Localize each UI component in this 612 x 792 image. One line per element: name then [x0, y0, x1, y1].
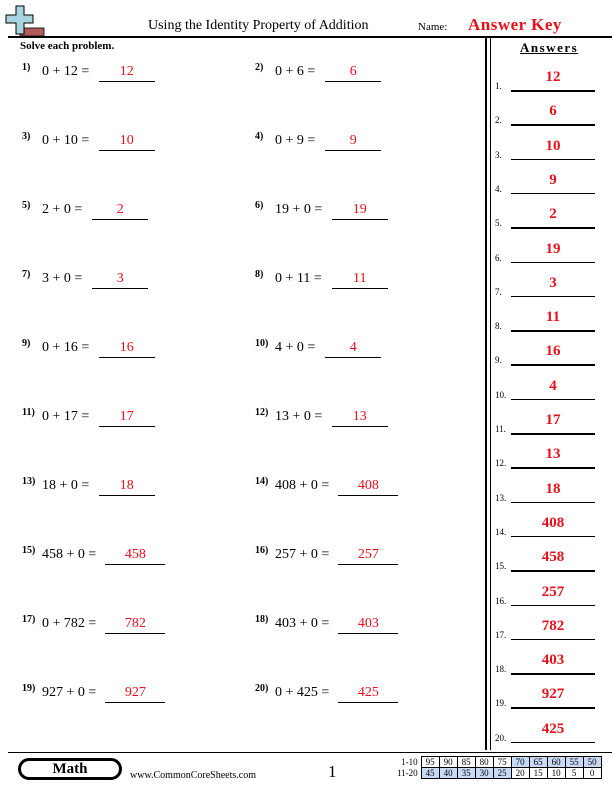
answer-blank — [105, 564, 165, 565]
answer-number: 2. — [495, 115, 502, 126]
answer-number: 17. — [495, 629, 507, 640]
worksheet-title: Using the Identity Property of Addition — [148, 18, 369, 33]
answer-value: 927 — [541, 686, 565, 703]
score-cell: 20 — [511, 768, 529, 779]
answer-row — [495, 685, 612, 711]
answer-row — [495, 651, 612, 677]
problem-answer: 408 — [357, 478, 379, 493]
answer-row — [495, 445, 612, 471]
answer-row — [495, 171, 612, 197]
answer-number: 16. — [495, 595, 507, 606]
answer-row — [495, 583, 612, 609]
answer-line — [511, 673, 595, 675]
score-cell: 70 — [511, 757, 529, 768]
problem-expression: 0 + 16 = — [42, 340, 90, 355]
answer-number: 7. — [495, 286, 502, 297]
score-cell: 55 — [565, 757, 583, 768]
problem-number: 18) — [255, 614, 269, 625]
answer-row — [495, 137, 612, 163]
problem-number: 9) — [22, 338, 31, 349]
problem-number: 3) — [22, 131, 31, 142]
problem-number: 7) — [22, 269, 31, 280]
problem-answer: 3 — [116, 271, 124, 286]
answer-value: 403 — [541, 652, 565, 669]
answer-number: 5. — [495, 218, 502, 229]
problem-number: 8) — [255, 269, 264, 280]
answer-line — [511, 90, 595, 92]
problem-number: 2) — [255, 62, 264, 73]
problem-expression: 0 + 9 = — [275, 133, 316, 148]
problem-answer: 403 — [357, 616, 379, 631]
answer-blank — [105, 633, 165, 634]
answer-line — [511, 536, 595, 538]
problem-number: 19) — [22, 683, 36, 694]
problem-answer: 12 — [119, 64, 134, 79]
score-cell: 90 — [439, 757, 457, 768]
answer-number: 12. — [495, 458, 507, 469]
footer-divider — [8, 752, 612, 753]
answer-number: 6. — [495, 252, 502, 263]
score-cell: 0 — [583, 768, 601, 779]
answers-divider — [485, 38, 487, 750]
answer-line — [511, 330, 595, 332]
answer-row — [495, 411, 612, 437]
answer-value: 9 — [549, 171, 557, 188]
score-cell: 25 — [493, 768, 511, 779]
answer-value: 12 — [545, 69, 561, 85]
answer-value: 18 — [545, 480, 561, 497]
answer-blank — [99, 357, 155, 358]
score-cell: 35 — [457, 768, 475, 779]
problem-expression: 18 + 0 = — [42, 478, 90, 493]
problem-number: 11) — [22, 407, 35, 418]
problem-expression: 458 + 0 = — [42, 547, 97, 562]
answer-line — [511, 399, 595, 401]
answer-value: 408 — [541, 514, 565, 531]
problem-expression: 4 + 0 = — [275, 340, 316, 355]
answer-number: 8. — [495, 321, 502, 332]
problem-answer: 2 — [116, 202, 124, 217]
problem-expression: 927 + 0 = — [42, 685, 97, 700]
score-cell: 5 — [565, 768, 583, 779]
score-cell: 15 — [529, 768, 547, 779]
answer-blank — [338, 495, 398, 496]
answer-value: 458 — [541, 549, 565, 566]
problem-number: 20) — [255, 683, 269, 694]
answer-number: 1. — [495, 81, 502, 91]
answer-blank — [332, 219, 388, 220]
score-cell: 85 — [457, 757, 475, 768]
problem-answer: 782 — [124, 616, 146, 631]
answer-number: 9. — [495, 355, 502, 366]
problem-number: 4) — [255, 131, 264, 142]
answer-number: 14. — [495, 526, 507, 537]
score-table — [395, 756, 602, 779]
problem-expression: 257 + 0 = — [275, 547, 330, 562]
website-text: www.CommonCoreSheets.com — [130, 770, 257, 781]
answer-row — [495, 68, 612, 94]
answer-value: 3 — [549, 274, 557, 291]
page-number: 1 — [328, 762, 337, 781]
problem-answer: 458 — [124, 547, 146, 562]
problem-expression: 0 + 782 = — [42, 616, 97, 631]
answer-row — [495, 342, 612, 368]
answer-blank — [105, 702, 165, 703]
header-divider — [8, 36, 612, 38]
answer-blank — [325, 81, 381, 82]
score-cell: 95 — [421, 757, 439, 768]
answer-value: 16 — [545, 343, 561, 360]
score-cell: 10 — [547, 768, 565, 779]
answer-blank — [338, 702, 398, 703]
answer-value: 11 — [545, 309, 561, 326]
answer-value: 4 — [549, 377, 557, 394]
answer-value: 257 — [541, 583, 565, 600]
answer-number: 15. — [495, 561, 507, 572]
problem-answer: 4 — [349, 340, 357, 355]
answer-blank — [99, 81, 155, 82]
problem-number: 14) — [255, 476, 269, 487]
answer-blank — [99, 426, 155, 427]
score-row-label: 1-10 — [401, 757, 418, 767]
answer-line — [511, 570, 595, 572]
answer-line — [511, 502, 595, 504]
answer-blank — [92, 288, 148, 289]
subject-badge: Math — [18, 758, 122, 780]
score-cell: 60 — [547, 757, 565, 768]
answer-line — [511, 639, 595, 641]
score-cell: 30 — [475, 768, 493, 779]
answer-row — [495, 617, 612, 643]
answer-number: 10. — [495, 389, 507, 400]
problem-number: 1) — [22, 62, 31, 73]
answer-blank — [325, 357, 381, 358]
answer-line — [511, 467, 595, 469]
problem-number: 6) — [255, 200, 264, 211]
problem-answer: 16 — [119, 340, 134, 355]
answer-value: 425 — [541, 720, 565, 737]
problem-answer: 19 — [352, 202, 367, 217]
answer-number: 18. — [495, 664, 507, 675]
answer-blank — [99, 150, 155, 151]
problem-expression: 13 + 0 = — [275, 409, 323, 424]
problem-answer: 927 — [124, 685, 146, 700]
problem-answer: 10 — [119, 133, 134, 148]
answer-row — [495, 548, 612, 574]
problem-answer: 6 — [349, 64, 357, 79]
problem-expression: 0 + 6 = — [275, 64, 316, 79]
answer-number: 11. — [495, 424, 506, 434]
answer-row — [495, 720, 612, 746]
name-label: Name: — [418, 21, 448, 33]
answer-row — [495, 514, 612, 540]
answer-blank — [92, 219, 148, 220]
answer-value: 6 — [549, 103, 557, 120]
answer-value: 13 — [545, 446, 561, 463]
score-row-label: 11-20 — [397, 768, 418, 778]
problem-expression: 0 + 425 = — [275, 685, 330, 700]
answer-line — [511, 193, 595, 195]
instructions: Solve each problem. — [20, 40, 115, 52]
problem-answer: 18 — [119, 478, 134, 493]
problem-number: 17) — [22, 614, 36, 625]
problem-number: 5) — [22, 200, 31, 211]
answer-line — [511, 433, 595, 435]
problem-number: 13) — [22, 476, 36, 487]
problem-number: 15) — [22, 545, 36, 556]
answer-row — [495, 308, 612, 334]
problem-answer: 257 — [357, 547, 379, 562]
answer-value: 2 — [549, 206, 557, 223]
problem-expression: 0 + 12 = — [42, 64, 90, 79]
problem-answer: 11 — [353, 271, 367, 286]
answer-blank — [338, 564, 398, 565]
problem-number: 16) — [255, 545, 269, 556]
problem-number: 10) — [255, 338, 269, 349]
answer-line — [511, 124, 595, 126]
problem-expression: 408 + 0 = — [275, 478, 330, 493]
plus-logo-icon — [4, 4, 68, 36]
answer-row — [495, 205, 612, 231]
answer-blank — [332, 288, 388, 289]
answer-number: 4. — [495, 183, 502, 194]
answer-key-label: Answer Key — [468, 15, 562, 34]
answer-row — [495, 240, 612, 266]
problem-number: 12) — [255, 407, 269, 418]
problem-expression: 0 + 11 = — [275, 271, 322, 286]
answer-number: 19. — [495, 698, 507, 709]
problem-expression: 0 + 17 = — [42, 409, 90, 424]
problem-expression: 403 + 0 = — [275, 616, 330, 631]
answer-line — [511, 742, 595, 744]
score-cell: 75 — [493, 757, 511, 768]
problem-answer: 17 — [119, 409, 134, 424]
answer-line — [511, 262, 595, 264]
answer-line — [511, 364, 595, 366]
answer-value: 782 — [541, 617, 565, 634]
answer-line — [511, 605, 595, 607]
answer-number: 20. — [495, 732, 507, 743]
problem-expression: 2 + 0 = — [42, 202, 83, 217]
answer-line — [511, 707, 595, 709]
answer-blank — [332, 426, 388, 427]
answers-heading: Answers — [520, 40, 579, 55]
answer-value: 19 — [545, 240, 561, 257]
answer-line — [511, 296, 595, 298]
problem-answer: 425 — [357, 685, 379, 700]
answer-line — [511, 227, 595, 229]
answer-blank — [325, 150, 381, 151]
answer-blank — [99, 495, 155, 496]
answer-line — [511, 159, 595, 161]
problem-expression: 3 + 0 = — [42, 271, 83, 286]
answer-row — [495, 377, 612, 403]
answer-blank — [338, 633, 398, 634]
answer-row — [495, 274, 612, 300]
answer-row — [495, 102, 612, 128]
score-cell: 65 — [529, 757, 547, 768]
answers-divider-inner — [490, 38, 491, 750]
problem-expression: 19 + 0 = — [275, 202, 323, 217]
score-cell: 80 — [475, 757, 493, 768]
answer-number: 3. — [495, 149, 502, 160]
problem-expression: 0 + 10 = — [42, 133, 90, 148]
answer-value: 10 — [545, 137, 561, 154]
score-cell: 50 — [583, 757, 601, 768]
score-cell: 40 — [439, 768, 457, 779]
answer-number: 13. — [495, 492, 507, 503]
score-cell: 45 — [421, 768, 439, 779]
answer-row — [495, 480, 612, 506]
answer-value: 17 — [545, 412, 561, 428]
problem-answer: 13 — [352, 409, 367, 424]
problem-answer: 9 — [349, 133, 357, 148]
